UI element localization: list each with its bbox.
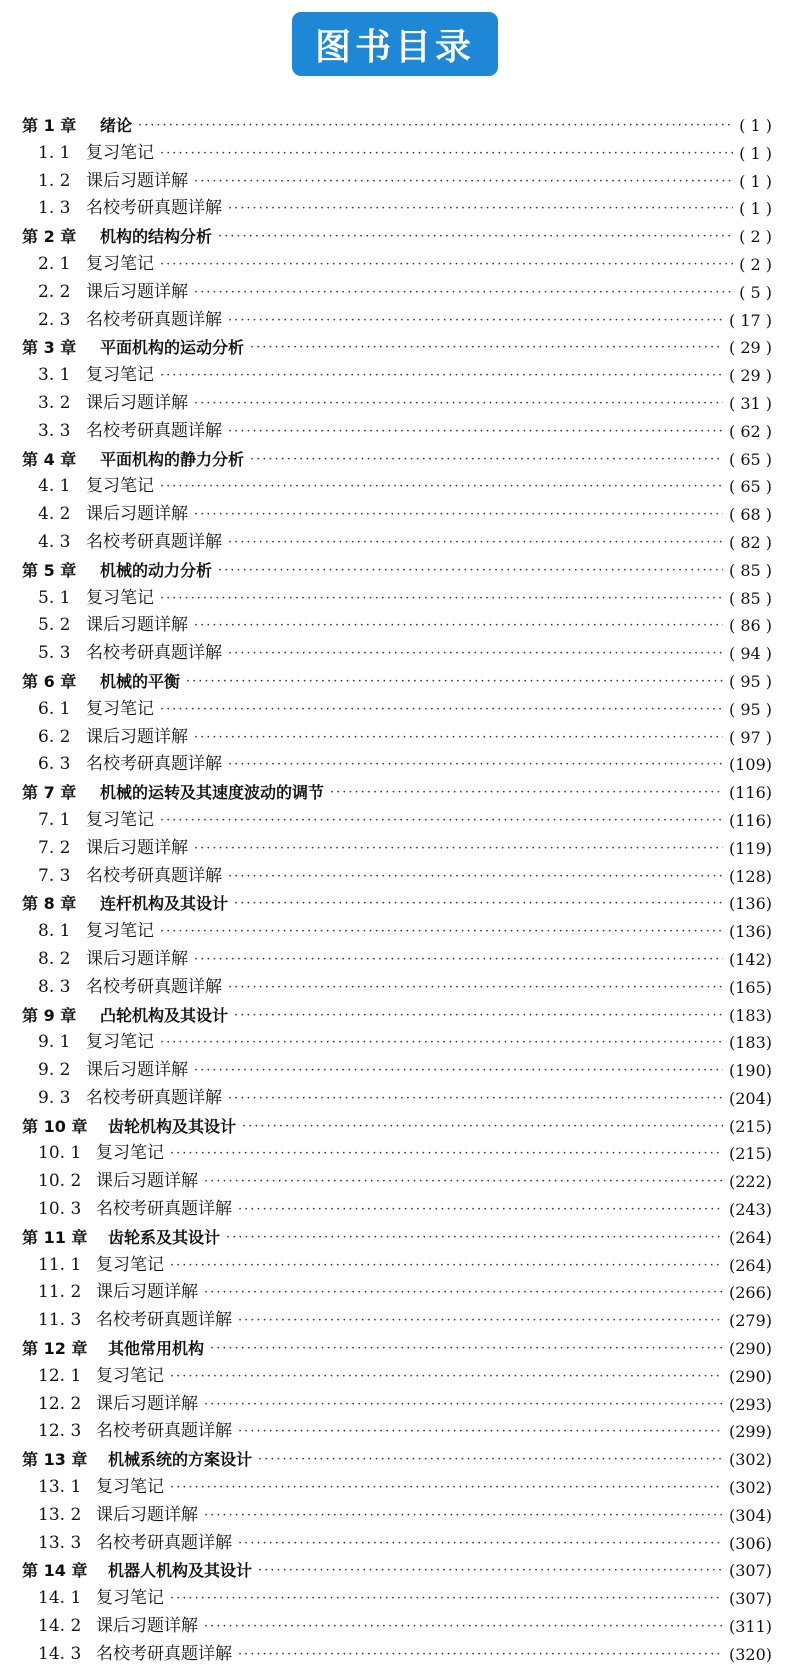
toc-page-number: (165) xyxy=(728,977,772,997)
toc-entry-title: 复习笔记 xyxy=(96,1477,164,1498)
toc-entry-number: 第 11 章 xyxy=(22,1227,88,1247)
toc-entry-title: 机械的动力分析 xyxy=(100,560,213,580)
dot-leader xyxy=(234,1002,723,1030)
toc-entry-number: 4. 2 xyxy=(38,504,71,525)
toc-page-number: ( 94 ) xyxy=(728,644,772,664)
toc-entry-number: 13. 2 xyxy=(38,1504,82,1525)
toc-section-row[interactable] xyxy=(22,1279,780,1307)
toc-section-row[interactable] xyxy=(22,946,780,974)
dot-leader xyxy=(204,1391,723,1419)
toc-entry-title: 课后习题详解 xyxy=(96,1393,198,1414)
toc-entry-title: 名校考研真题详解 xyxy=(86,754,222,775)
toc-entry-number: 10. 3 xyxy=(38,1199,82,1220)
dot-leader xyxy=(238,1307,723,1335)
toc-section-row[interactable] xyxy=(22,168,780,196)
toc-entry-title: 课后习题详解 xyxy=(96,1282,198,1303)
toc-page-number: (136) xyxy=(728,922,772,942)
toc-entry-number: 2. 1 xyxy=(38,253,71,274)
toc-entry-title: 课后习题详解 xyxy=(86,504,188,525)
toc-page-number: (302) xyxy=(728,1478,772,1498)
toc-entry-title: 复习笔记 xyxy=(86,809,154,830)
dot-leader xyxy=(160,251,733,279)
toc-section-row[interactable] xyxy=(22,307,780,335)
toc-chapter-row[interactable] xyxy=(22,668,780,696)
toc-chapter-row[interactable] xyxy=(22,223,780,251)
toc-entry-title: 名校考研真题详解 xyxy=(96,1532,232,1553)
toc-page-number: (116) xyxy=(728,783,772,803)
dot-leader xyxy=(194,501,723,529)
toc-page-number: ( 86 ) xyxy=(728,616,772,636)
toc-chapter-row[interactable] xyxy=(22,1113,780,1141)
toc-section-row[interactable] xyxy=(22,1252,780,1280)
toc-section-row[interactable] xyxy=(22,807,780,835)
toc-section-row[interactable] xyxy=(22,974,780,1002)
dot-leader xyxy=(138,112,733,140)
toc-entry-title: 课后习题详解 xyxy=(86,1060,188,1081)
dot-leader xyxy=(170,1474,723,1502)
toc-page-number: ( 1 ) xyxy=(739,116,772,135)
toc-entry-title: 课后习题详解 xyxy=(86,615,188,636)
toc-chapter-row[interactable] xyxy=(22,1557,780,1585)
toc-entry-number: 第 4 章 xyxy=(22,449,77,469)
toc-section-row[interactable] xyxy=(22,696,780,724)
toc-page-number: (116) xyxy=(728,810,772,830)
toc-entry-title: 齿轮系及其设计 xyxy=(108,1227,221,1247)
toc-section-row[interactable] xyxy=(22,835,780,863)
dot-leader xyxy=(160,696,723,724)
toc-entry-title: 复习笔记 xyxy=(96,1143,164,1164)
toc-entry-number: 3. 3 xyxy=(38,420,71,441)
dot-leader xyxy=(218,223,733,251)
toc-section-row[interactable] xyxy=(22,529,780,557)
toc-page-number: (320) xyxy=(728,1644,772,1664)
toc-page-number: ( 62 ) xyxy=(728,421,772,441)
toc-chapter-row[interactable] xyxy=(22,557,780,585)
toc-page-number: (290) xyxy=(728,1339,772,1359)
toc-page-number: ( 97 ) xyxy=(728,727,772,747)
dot-leader xyxy=(194,279,733,307)
toc-entry-title: 复习笔记 xyxy=(86,698,154,719)
toc-page-number: ( 1 ) xyxy=(739,199,772,219)
dot-leader xyxy=(330,779,723,807)
toc-chapter-row[interactable] xyxy=(22,1002,780,1030)
toc-entry-title: 课后习题详解 xyxy=(86,281,188,302)
toc-section-row[interactable] xyxy=(22,1168,780,1196)
toc-entry-number: 14. 2 xyxy=(38,1616,82,1637)
dot-leader xyxy=(186,668,723,696)
page-title: 图书目录 xyxy=(292,12,498,76)
dot-leader xyxy=(258,1557,723,1585)
toc-entry-number: 第 7 章 xyxy=(22,783,77,803)
toc-entry-number: 第 5 章 xyxy=(22,560,77,580)
dot-leader xyxy=(228,863,723,891)
toc-entry-number: 11. 1 xyxy=(38,1254,82,1275)
dot-leader xyxy=(238,1641,723,1669)
toc-entry-title: 课后习题详解 xyxy=(96,1504,198,1525)
toc-entry-title: 凸轮机构及其设计 xyxy=(100,1005,229,1025)
toc-section-row[interactable] xyxy=(22,1029,780,1057)
toc-entry-title: 课后习题详解 xyxy=(86,948,188,969)
dot-leader xyxy=(194,168,733,196)
toc-section-row[interactable] xyxy=(22,1502,780,1530)
toc-entry-title: 平面机构的静力分析 xyxy=(100,449,245,469)
toc-entry-number: 2. 3 xyxy=(38,309,71,330)
toc-entry-number: 14. 3 xyxy=(38,1643,82,1664)
toc-section-row[interactable] xyxy=(22,724,780,752)
toc-section-row[interactable] xyxy=(22,1140,780,1168)
dot-leader xyxy=(228,640,723,668)
toc-section-row[interactable] xyxy=(22,251,780,279)
toc-entry-number: 8. 3 xyxy=(38,976,71,997)
toc-entry-number: 13. 3 xyxy=(38,1532,82,1553)
toc-entry-number: 第 12 章 xyxy=(22,1339,88,1359)
toc-entry-number: 10. 2 xyxy=(38,1171,82,1192)
dot-leader xyxy=(204,1613,723,1641)
dot-leader xyxy=(228,751,723,779)
toc-entry-number: 第 2 章 xyxy=(22,227,77,247)
toc-section-row[interactable] xyxy=(22,751,780,779)
toc-entry-number: 11. 2 xyxy=(38,1282,82,1303)
toc-entry-title: 机器人机构及其设计 xyxy=(108,1561,253,1581)
toc-section-row[interactable] xyxy=(22,1613,780,1641)
dot-leader xyxy=(242,1113,723,1141)
toc-section-row[interactable] xyxy=(22,362,780,390)
dot-leader xyxy=(160,473,723,501)
toc-section-row[interactable] xyxy=(22,1530,780,1558)
dot-leader xyxy=(238,1418,723,1446)
toc-section-row[interactable] xyxy=(22,1057,780,1085)
toc-page-number: ( 2 ) xyxy=(739,227,772,247)
toc-section-row[interactable] xyxy=(22,140,780,168)
toc-section-row[interactable] xyxy=(22,279,780,307)
toc-entry-number: 6. 3 xyxy=(38,754,71,775)
dot-leader xyxy=(194,390,723,418)
toc-entry-title: 连杆机构及其设计 xyxy=(100,894,229,914)
dot-leader xyxy=(160,585,723,613)
toc-page-number: (243) xyxy=(728,1200,772,1220)
toc-entry-title: 其他常用机构 xyxy=(108,1339,205,1359)
toc-chapter-row[interactable] xyxy=(22,779,780,807)
dot-leader xyxy=(170,1585,723,1613)
toc-entry-title: 名校考研真题详解 xyxy=(86,420,222,441)
toc-page-number: (215) xyxy=(728,1116,772,1136)
dot-leader xyxy=(228,529,723,557)
toc-entry-number: 第 8 章 xyxy=(22,894,77,914)
toc-chapter-row[interactable] xyxy=(22,1224,780,1252)
toc-entry-number: 6. 1 xyxy=(38,698,71,719)
toc-entry-title: 机械的平衡 xyxy=(100,671,181,691)
dot-leader xyxy=(228,307,723,335)
toc-entry-title: 复习笔记 xyxy=(86,142,154,163)
toc-entry-number: 2. 2 xyxy=(38,281,71,302)
toc-section-row[interactable] xyxy=(22,418,780,446)
dot-leader xyxy=(194,835,723,863)
dot-leader xyxy=(170,1252,723,1280)
toc-entry-number: 13. 1 xyxy=(38,1477,82,1498)
toc-page-number: (290) xyxy=(728,1366,772,1386)
dot-leader xyxy=(238,1530,723,1558)
toc-entry-title: 平面机构的运动分析 xyxy=(100,338,245,358)
toc-entry-title: 机构的结构分析 xyxy=(100,227,213,247)
toc-entry-title: 机械的运转及其速度波动的调节 xyxy=(100,783,325,803)
toc-entry-number: 12. 1 xyxy=(38,1365,82,1386)
dot-leader xyxy=(194,946,723,974)
toc-page-number: ( 31 ) xyxy=(728,393,772,413)
toc-section-row[interactable] xyxy=(22,1391,780,1419)
toc-entry-number: 12. 2 xyxy=(38,1393,82,1414)
toc-section-row[interactable] xyxy=(22,1196,780,1224)
toc-page-number: (183) xyxy=(728,1033,772,1053)
dot-leader xyxy=(258,1446,723,1474)
toc-page-number: ( 85 ) xyxy=(728,588,772,608)
header xyxy=(0,12,790,76)
toc-entry-title: 名校考研真题详解 xyxy=(86,309,222,330)
toc-entry-title: 名校考研真题详解 xyxy=(96,1199,232,1220)
dot-leader xyxy=(194,1057,723,1085)
dot-leader xyxy=(204,1168,723,1196)
toc-page-number: (264) xyxy=(728,1255,772,1275)
toc-section-row[interactable] xyxy=(22,1363,780,1391)
toc-entry-title: 复习笔记 xyxy=(96,1588,164,1609)
dot-leader xyxy=(228,974,723,1002)
toc-page-number: (109) xyxy=(728,755,772,775)
toc-chapter-row[interactable] xyxy=(22,112,780,140)
toc-page-number: (299) xyxy=(728,1422,772,1442)
toc-entry-title: 课后习题详解 xyxy=(96,1616,198,1637)
toc-entry-title: 机械系统的方案设计 xyxy=(108,1450,253,1470)
toc-page-number: ( 29 ) xyxy=(728,366,772,386)
toc-section-row[interactable] xyxy=(22,473,780,501)
dot-leader xyxy=(228,418,723,446)
toc-entry-number: 9. 3 xyxy=(38,1087,71,1108)
toc-section-row[interactable] xyxy=(22,1474,780,1502)
toc-entry-number: 1. 1 xyxy=(38,142,71,163)
toc-entry-title: 课后习题详解 xyxy=(96,1171,198,1192)
toc-section-row[interactable] xyxy=(22,1418,780,1446)
toc-page-number: ( 82 ) xyxy=(728,532,772,552)
toc-entry-title: 复习笔记 xyxy=(86,365,154,386)
toc-entry-number: 1. 2 xyxy=(38,170,71,191)
toc-entry-number: 8. 1 xyxy=(38,921,71,942)
toc-entry-title: 名校考研真题详解 xyxy=(96,1643,232,1664)
dot-leader xyxy=(194,612,723,640)
dot-leader xyxy=(204,1502,723,1530)
toc-entry-number: 8. 2 xyxy=(38,948,71,969)
toc-entry-title: 课后习题详解 xyxy=(86,837,188,858)
toc-section-row[interactable] xyxy=(22,918,780,946)
toc-page-number: (307) xyxy=(728,1561,772,1581)
toc-entry-number: 7. 1 xyxy=(38,809,71,830)
toc-entry-number: 7. 2 xyxy=(38,837,71,858)
toc-entry-title: 名校考研真题详解 xyxy=(96,1421,232,1442)
dot-leader xyxy=(228,195,733,223)
toc-section-row[interactable] xyxy=(22,863,780,891)
toc-entry-number: 4. 3 xyxy=(38,531,71,552)
dot-leader xyxy=(204,1279,723,1307)
toc-page-number: (293) xyxy=(728,1394,772,1414)
dot-leader xyxy=(238,1196,723,1224)
toc-section-row[interactable] xyxy=(22,1585,780,1613)
toc-entry-number: 7. 3 xyxy=(38,865,71,886)
toc-entry-number: 9. 2 xyxy=(38,1060,71,1081)
toc-page-number: (215) xyxy=(728,1144,772,1164)
dot-leader xyxy=(234,890,723,918)
toc-section-row[interactable] xyxy=(22,1307,780,1335)
toc-entry-title: 名校考研真题详解 xyxy=(96,1310,232,1331)
toc-section-row[interactable] xyxy=(22,1641,780,1669)
toc-entry-number: 第 1 章 xyxy=(22,116,77,135)
toc-entry-title: 名校考研真题详解 xyxy=(86,643,222,664)
toc-entry-title: 复习笔记 xyxy=(86,587,154,608)
dot-leader xyxy=(170,1363,723,1391)
toc-page-number: ( 65 ) xyxy=(728,477,772,497)
toc-page-number: ( 29 ) xyxy=(728,338,772,358)
toc-chapter-row[interactable] xyxy=(22,1335,780,1363)
dot-leader xyxy=(160,1029,723,1057)
toc-page-number: ( 65 ) xyxy=(728,449,772,469)
toc-section-row[interactable] xyxy=(22,390,780,418)
toc-entry-number: 12. 3 xyxy=(38,1421,82,1442)
toc-entry-title: 名校考研真题详解 xyxy=(86,976,222,997)
toc-page-number: (204) xyxy=(728,1088,772,1108)
toc-page-number: (119) xyxy=(728,838,772,858)
toc-entry-number: 5. 3 xyxy=(38,643,71,664)
toc-entry-title: 名校考研真题详解 xyxy=(86,531,222,552)
dot-leader xyxy=(210,1335,723,1363)
toc-page-number: ( 17 ) xyxy=(728,310,772,330)
toc-page-number: (306) xyxy=(728,1533,772,1553)
table-of-contents xyxy=(22,112,780,1669)
toc-page-number: ( 2 ) xyxy=(739,254,772,274)
toc-entry-number: 第 13 章 xyxy=(22,1450,88,1470)
toc-section-row[interactable] xyxy=(22,585,780,613)
dot-leader xyxy=(218,557,723,585)
toc-chapter-row[interactable] xyxy=(22,890,780,918)
toc-page-number: (264) xyxy=(728,1227,772,1247)
toc-entry-title: 名校考研真题详解 xyxy=(86,1087,222,1108)
toc-entry-title: 课后习题详解 xyxy=(86,170,188,191)
dot-leader xyxy=(160,918,723,946)
toc-entry-number: 3. 1 xyxy=(38,365,71,386)
toc-entry-title: 复习笔记 xyxy=(86,253,154,274)
toc-entry-number: 14. 1 xyxy=(38,1588,82,1609)
toc-page-number: (128) xyxy=(728,866,772,886)
toc-entry-number: 3. 2 xyxy=(38,392,71,413)
toc-page-number: (190) xyxy=(728,1061,772,1081)
toc-entry-title: 复习笔记 xyxy=(96,1254,164,1275)
toc-chapter-row[interactable] xyxy=(22,1446,780,1474)
dot-leader xyxy=(170,1140,723,1168)
toc-entry-number: 第 14 章 xyxy=(22,1561,88,1581)
toc-entry-number: 第 9 章 xyxy=(22,1005,77,1025)
toc-page-number: ( 1 ) xyxy=(739,171,772,191)
toc-section-row[interactable] xyxy=(22,195,780,223)
dot-leader xyxy=(250,446,723,474)
toc-entry-number: 第 10 章 xyxy=(22,1116,88,1136)
dot-leader xyxy=(228,1085,723,1113)
toc-section-row[interactable] xyxy=(22,501,780,529)
toc-page-number: (266) xyxy=(728,1283,772,1303)
toc-page-number: ( 95 ) xyxy=(728,699,772,719)
toc-entry-number: 6. 2 xyxy=(38,726,71,747)
toc-entry-title: 复习笔记 xyxy=(96,1365,164,1386)
toc-page-number: (222) xyxy=(728,1172,772,1192)
toc-section-row[interactable] xyxy=(22,640,780,668)
toc-entry-number: 5. 1 xyxy=(38,587,71,608)
toc-page-number: (304) xyxy=(728,1505,772,1525)
toc-entry-title: 名校考研真题详解 xyxy=(86,198,222,219)
toc-entry-title: 复习笔记 xyxy=(86,476,154,497)
toc-entry-number: 9. 1 xyxy=(38,1032,71,1053)
dot-leader xyxy=(160,140,733,168)
toc-page-number: (302) xyxy=(728,1450,772,1470)
toc-entry-number: 第 6 章 xyxy=(22,671,77,691)
toc-chapter-row[interactable] xyxy=(22,446,780,474)
toc-section-row[interactable] xyxy=(22,1085,780,1113)
toc-page-number: (142) xyxy=(728,949,772,969)
toc-page-number: ( 68 ) xyxy=(728,505,772,525)
toc-page-number: (136) xyxy=(728,894,772,914)
toc-entry-title: 绪论 xyxy=(100,116,133,135)
toc-page-number: (183) xyxy=(728,1005,772,1025)
toc-entry-title: 复习笔记 xyxy=(86,1032,154,1053)
toc-page-number: (311) xyxy=(728,1617,772,1637)
toc-entry-title: 名校考研真题详解 xyxy=(86,865,222,886)
dot-leader xyxy=(160,362,723,390)
toc-entry-title: 复习笔记 xyxy=(86,921,154,942)
dot-leader xyxy=(160,807,723,835)
toc-entry-title: 课后习题详解 xyxy=(86,726,188,747)
toc-entry-number: 第 3 章 xyxy=(22,338,77,358)
toc-page-number: ( 1 ) xyxy=(739,143,772,163)
toc-chapter-row[interactable] xyxy=(22,334,780,362)
toc-page-number: (279) xyxy=(728,1311,772,1331)
toc-page-number: (307) xyxy=(728,1589,772,1609)
toc-entry-number: 4. 1 xyxy=(38,476,71,497)
toc-entry-number: 1. 3 xyxy=(38,198,71,219)
toc-entry-title: 课后习题详解 xyxy=(86,392,188,413)
toc-entry-number: 11. 3 xyxy=(38,1310,82,1331)
toc-entry-title: 齿轮机构及其设计 xyxy=(108,1116,237,1136)
dot-leader xyxy=(194,724,723,752)
dot-leader xyxy=(250,334,723,362)
toc-page-number: ( 95 ) xyxy=(728,671,772,691)
toc-entry-number: 10. 1 xyxy=(38,1143,82,1164)
dot-leader xyxy=(226,1224,723,1252)
toc-entry-number: 5. 2 xyxy=(38,615,71,636)
toc-section-row[interactable] xyxy=(22,612,780,640)
toc-page-number: ( 5 ) xyxy=(739,282,772,302)
toc-page-number: ( 85 ) xyxy=(728,560,772,580)
